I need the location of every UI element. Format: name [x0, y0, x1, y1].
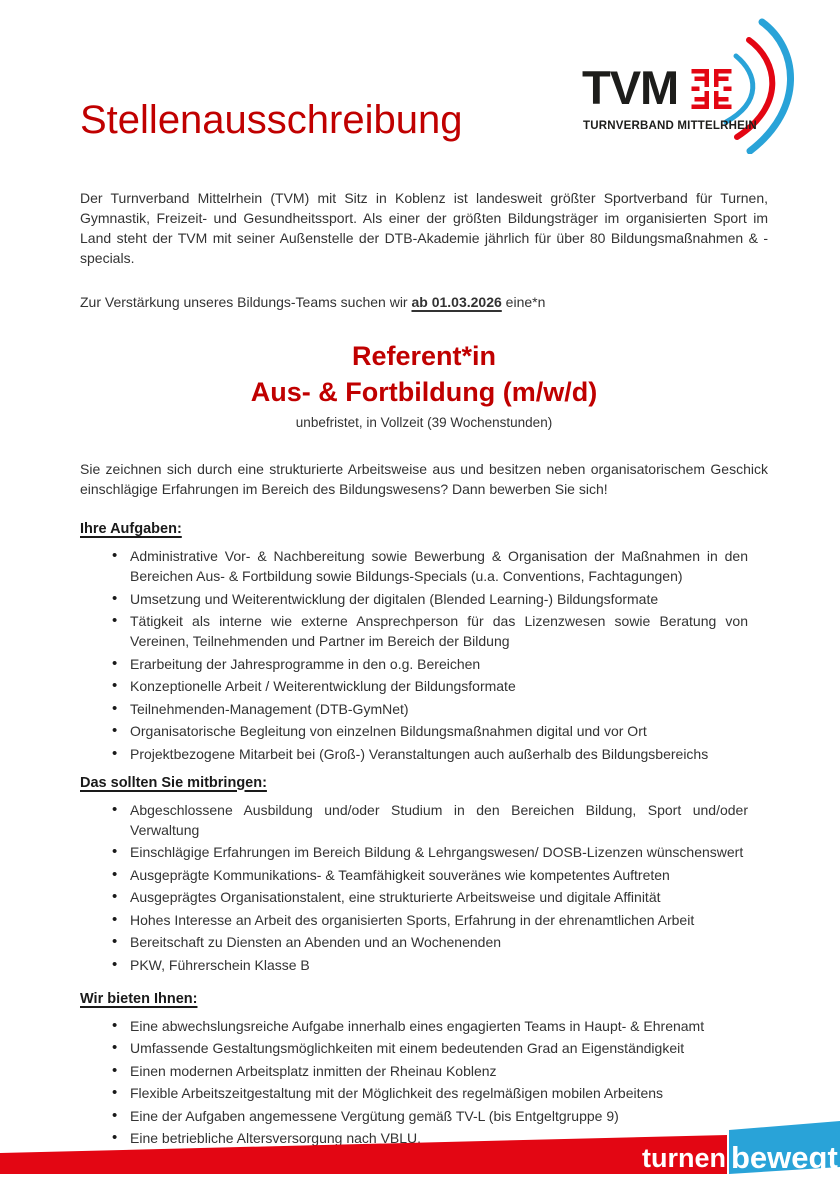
section-aufgaben — [80, 519, 768, 764]
tvm-logo — [580, 14, 820, 159]
list-item: • Ausgeprägte Kommunikations- & Teamfähigkeit souveränes wie kompetentes Auftreten — [110, 865, 748, 885]
position-title-line2: Aus- & Fortbildung (m/w/d) — [250, 377, 598, 407]
list-item: • Flexible Arbeitszeitgestaltung mit der Möglichkeit des regelmäßigen mobilen Arbeitens — [110, 1083, 748, 1103]
page-title: Stellenausschreibung — [80, 98, 463, 142]
list-item: • Abgeschlossene Ausbildung und/oder Studium in den Bereichen Bildung, Sport und/oder Verwaltung — [110, 800, 748, 840]
list-item: • Bereitschaft zu Diensten an Abenden und an Wochenenden — [110, 932, 748, 952]
logo-acronym: TVM — [582, 61, 679, 114]
appeal-paragraph: Sie zeichnen sich durch eine strukturierte Arbeitsweise aus und besitzen neben organisatorischem Geschick einschlägige Erfahrungen im Bereich des Bildungswesens? Dann bewerben Sie sich! — [80, 461, 768, 497]
section-anforderungen — [80, 773, 768, 975]
list-item: • PKW, Führerschein Klasse B — [110, 955, 748, 975]
list-item: • Eine der Aufgaben angemessene Vergütung gemäß TV-L (bis Entgeltgruppe 9) — [110, 1106, 748, 1126]
footer-word-bewegt: bewegt — [731, 1140, 838, 1175]
list-item: • Ausgeprägtes Organisationstalent, eine strukturierte Arbeitsweise und digitale Affinität — [110, 887, 748, 907]
list-item: • Einen modernen Arbeitsplatz inmitten der Rheinau Koblenz — [110, 1061, 748, 1081]
list-item: • Einschlägige Erfahrungen im Bereich Bildung & Lehrgangswesen/ DOSB-Lizenzen wünschenswert — [110, 842, 748, 862]
footer-word-turnen: turnen — [642, 1143, 726, 1173]
list-item: • Umfassende Gestaltungsmöglichkeiten mit einem bedeutenden Grad an Eigenständigkeit — [110, 1038, 748, 1058]
employment-terms: unbefristet, in Vollzeit (39 Wochenstunden) — [295, 415, 553, 430]
hiring-line — [80, 292, 768, 312]
footer-banner — [0, 1112, 840, 1188]
banner-red-shape — [0, 1135, 727, 1174]
position-title-line1: Referent*in — [351, 341, 497, 371]
section-heading-aufgaben: Ihre Aufgaben: — [80, 521, 182, 537]
section-heading-angebot: Wir bieten Ihnen: — [80, 990, 198, 1007]
logo-wordmark: TURNVERBAND MITTELRHEIN — [583, 120, 757, 132]
list-item: • Erarbeitung der Jahresprogramme in den o.g. Bereichen — [110, 654, 748, 674]
list-item: • Projektbezogene Mitarbeit bei (Groß-) Veranstaltungen auch außerhalb des Bildungsbereichs — [110, 744, 748, 764]
dtb-turnerkreuz-icon — [691, 69, 732, 109]
list-item: • Hohes Interesse an Arbeit des organisierten Sports, Erfahrung in der ehrenamtlichen Arbeit — [110, 910, 748, 930]
intro-paragraph: Der Turnverband Mittelrhein (TVM) mit Sitz in Koblenz ist landesweit größter Sportverband für Turnen, Gymnastik, Freizeit- und Gesundheitssport. Als einer der größten Bildungsträger im organisierten Sport im Land steht der TVM mit seiner Außenstelle der DTB-Akademie jährlich für über 80 Bildungsmaßnahmen & -specials. — [80, 190, 768, 266]
hiring-line-suffix: eine*n — [501, 294, 546, 310]
list-item: • Teilnehmenden-Management (DTB-GymNet) — [110, 699, 748, 719]
hiring-line-prefix: Zur Verstärkung unseres Bildungs-Teams suchen wir — [80, 294, 412, 310]
list-item: • Administrative Vor- & Nachbereitung sowie Bewerbung & Organisation der Maßnahmen in den Bereichen Aus- & Fortbildung sowie Bildungs-Specials (u.a. Conventions, Fachtagungen) — [110, 546, 748, 586]
position-block — [80, 338, 768, 433]
list-item: • Eine betriebliche Altersversorgung nach VBLU. — [110, 1128, 748, 1148]
task-list — [80, 546, 768, 764]
list-item: • Tätigkeit als interne wie externe Ansprechperson für das Lizenzwesen sowie Beratung von Vereinen, Teilnehmenden und Partner im Bereich der Bildung — [110, 611, 748, 651]
list-item: • Konzeptionelle Arbeit / Weiterentwicklung der Bildungsformate — [110, 676, 748, 696]
start-date: ab 01.03.2026 — [411, 294, 502, 310]
requirements-list — [80, 800, 768, 975]
section-heading-anforderungen: Das sollten Sie mitbringen: — [80, 774, 267, 791]
list-item: • Organisatorische Begleitung von einzelnen Bildungsmaßnahmen digital und vor Ort — [110, 721, 748, 741]
list-item: • Eine abwechslungsreiche Aufgabe innerhalb eines engagierten Teams in Haupt- & Ehrenamt — [110, 1016, 748, 1036]
list-item: • Umsetzung und Weiterentwicklung der digitalen (Blended Learning-) Bildungsformate — [110, 589, 748, 609]
